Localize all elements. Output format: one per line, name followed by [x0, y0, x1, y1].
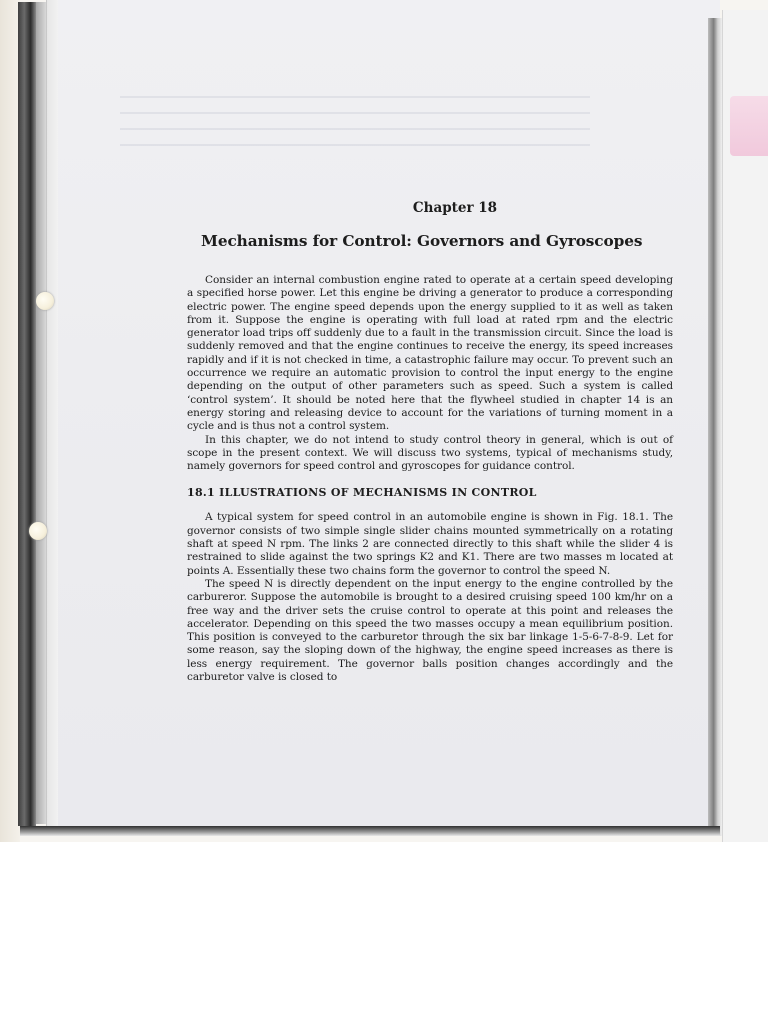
section-paragraph: The speed N is directly dependent on the input energy to the engine controlled by the carbureror. Suppose the automobile is brought to a desired cruising speed 100 km/hr on a free way and the driver sets the cruise control to operate at this point and releases the accelerator. Depending on this speed the two masses occupy a mean equilibrium position. This position is conveyed to the carburetor through the six bar linkage 1-5-6-7-8-9. Let for some reason, say the sloping down of the highway, the engine speed increases as there is less energy requirement. The governor balls position changes accordingly and the carburetor valve is closed to	[187, 577, 673, 684]
section-body	[187, 511, 673, 684]
chapter-label: Chapter 18	[412, 200, 498, 216]
chapter-title: Mechanisms for Control: Governors and Gyroscopes	[201, 232, 643, 250]
page-right-edge	[708, 18, 722, 836]
section-paragraph: A typical system for speed control in an automobile engine is shown in Fig. 18.1. The governor consists of two simple single slider chains mounted symmetrically on a rotating shaft at speed N rpm. The links 2 are connected directly to this shaft while the slider 4 is restrained to slide against the two springs K2 and K1. There are two masses m located at points A. Essentially these two chains form the governor to control the speed N.	[187, 511, 673, 577]
punch-hole-bottom	[29, 522, 47, 540]
punch-hole-top	[36, 292, 54, 310]
left-margin	[0, 0, 20, 842]
bottom-edge-shadow	[20, 826, 720, 836]
bleed-through-text	[120, 88, 590, 158]
intro-paragraph: Consider an internal combustion engine rated to operate at a certain speed developing a specified horse power. Let this engine be driving a generator to produce a corresponding electric power. The engine speed depends upon the energy supplied to it as well as taken from it. Suppose the engine is operating with full load at rated rpm and the electric generator load trips off suddenly due to a fault in the transmission circuit. Since the load is suddenly removed and that the engine continues to receive the energy, its speed increases rapidly and if it is not checked in time, a catastrophic failure may occur. To prevent such an occurrence we require an automatic provision to control the input energy to the engine depending on the output of other parameters such as speed. Such a system is called ‘control system’. It should be noted here that the flywheel studied in chapter 14 is an energy storing and releasing device to account for the variations of turning moment in a cycle and is thus not a control system.	[187, 274, 673, 433]
binding-shadow	[18, 2, 36, 826]
page-content	[187, 200, 673, 684]
section-heading: 18.1 ILLUSTRATIONS OF MECHANISMS IN CONTROL	[187, 486, 537, 500]
binding-highlight	[36, 2, 46, 824]
pink-tab-mark	[730, 96, 768, 156]
intro-paragraph: In this chapter, we do not intend to study control theory in general, which is out of scope in the present context. We will discuss two systems, typical of mechanisms study, namely governors for speed control and gyroscopes for guidance control.	[187, 433, 673, 473]
